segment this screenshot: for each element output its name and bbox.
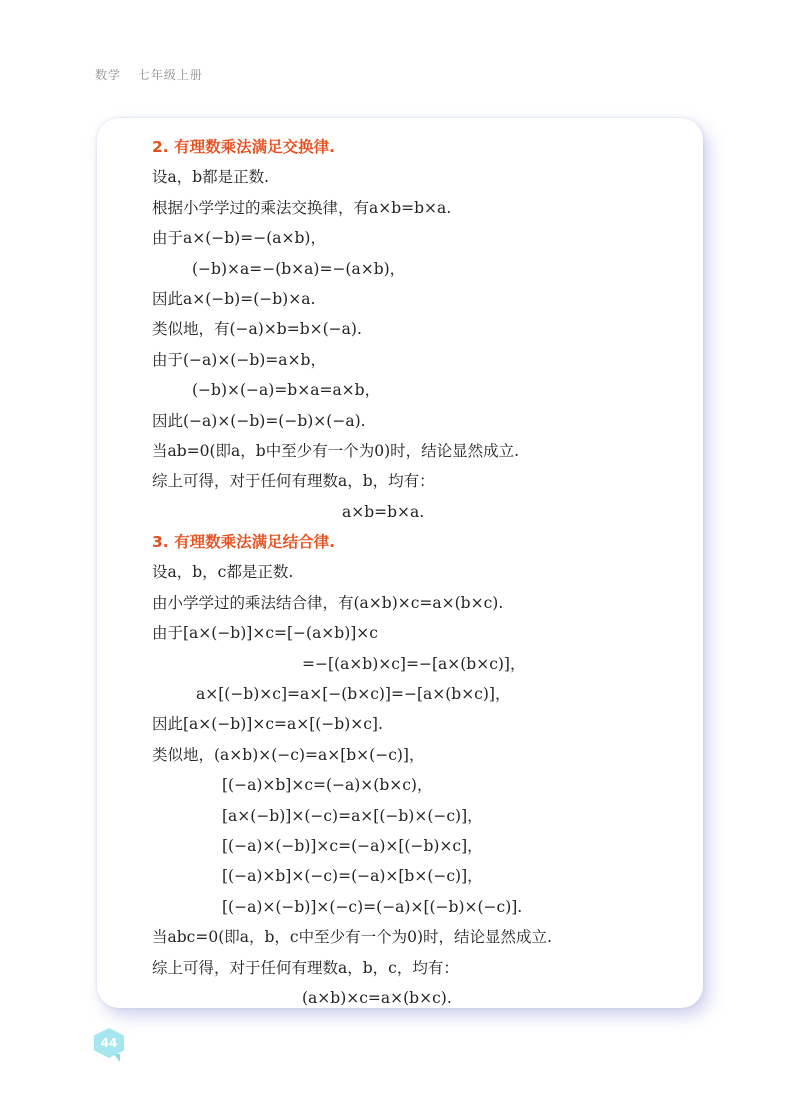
text-line: [(−a)×b]×c=(−a)×(b×c)， — [222, 776, 433, 795]
running-header — [95, 66, 203, 83]
page-number: 44 — [100, 1036, 118, 1050]
text-line: 由小学学过的乘法结合律，有(a×b)×c=a×(b×c). — [152, 593, 504, 612]
page-number-badge — [94, 1028, 124, 1058]
text-line: (a×b)×c=a×(b×c). — [302, 988, 452, 1007]
text-line: (−b)×(−a)=b×a=a×b， — [192, 381, 381, 400]
text-line: 设a，b，c都是正数. — [152, 563, 294, 582]
text-line: a×b=b×a. — [342, 502, 425, 521]
text-line: [(−a)×(−b)]×c=(−a)×[(−b)×c]， — [222, 836, 483, 855]
header-volume: 七年级上册 — [137, 68, 203, 82]
text-line: 当abc=0(即a，b，c中至少有一个为0)时，结论显然成立. — [152, 928, 552, 947]
text-line: 因此a×(−b)=(−b)×a. — [152, 289, 316, 308]
content-lines — [152, 132, 672, 1013]
text-line: 因此[a×(−b)]×c=a×[(−b)×c]. — [152, 715, 383, 734]
section-heading: 3. 有理数乘法满足结合律. — [152, 533, 335, 552]
text-line: [(−a)×b]×(−c)=(−a)×[b×(−c)]， — [222, 867, 483, 886]
text-line: 由于a×(−b)=−(a×b)， — [152, 229, 326, 248]
text-line: [a×(−b)]×(−c)=a×[(−b)×(−c)]， — [222, 806, 483, 825]
section-heading: 2. 有理数乘法满足交换律. — [152, 138, 335, 156]
text-line: 综上可得，对于任何有理数a，b，均有： — [152, 472, 435, 491]
text-line: [(−a)×(−b)]×(−c)=(−a)×[(−b)×(−c)]. — [222, 897, 523, 916]
text-line: =−[(a×b)×c]=−[a×(b×c)]， — [302, 654, 526, 673]
header-subject: 数学 — [95, 68, 122, 82]
text-line: 根据小学学过的乘法交换律，有a×b=b×a. — [152, 198, 452, 217]
text-line: 综上可得，对于任何有理数a，b，c，均有： — [152, 958, 459, 977]
text-line: 设a，b都是正数. — [152, 168, 270, 187]
text-line: 当ab=0(即a，b中至少有一个为0)时，结论显然成立. — [152, 441, 520, 460]
text-line: 由于(−a)×(−b)=a×b， — [152, 350, 326, 369]
text-line: 由于[a×(−b)]×c=[−(a×b)]×c — [152, 624, 378, 643]
text-line: 类似地，有(−a)×b=b×(−a). — [152, 320, 362, 339]
text-line: a×[(−b)×c]=a×[−(b×c)]=−[a×(b×c)]， — [196, 685, 511, 704]
text-line: (−b)×a=−(b×a)=−(a×b)， — [192, 259, 406, 278]
text-line: 类似地，(a×b)×(−c)=a×[b×(−c)]， — [152, 745, 425, 764]
text-line: 因此(−a)×(−b)=(−b)×(−a). — [152, 411, 366, 430]
